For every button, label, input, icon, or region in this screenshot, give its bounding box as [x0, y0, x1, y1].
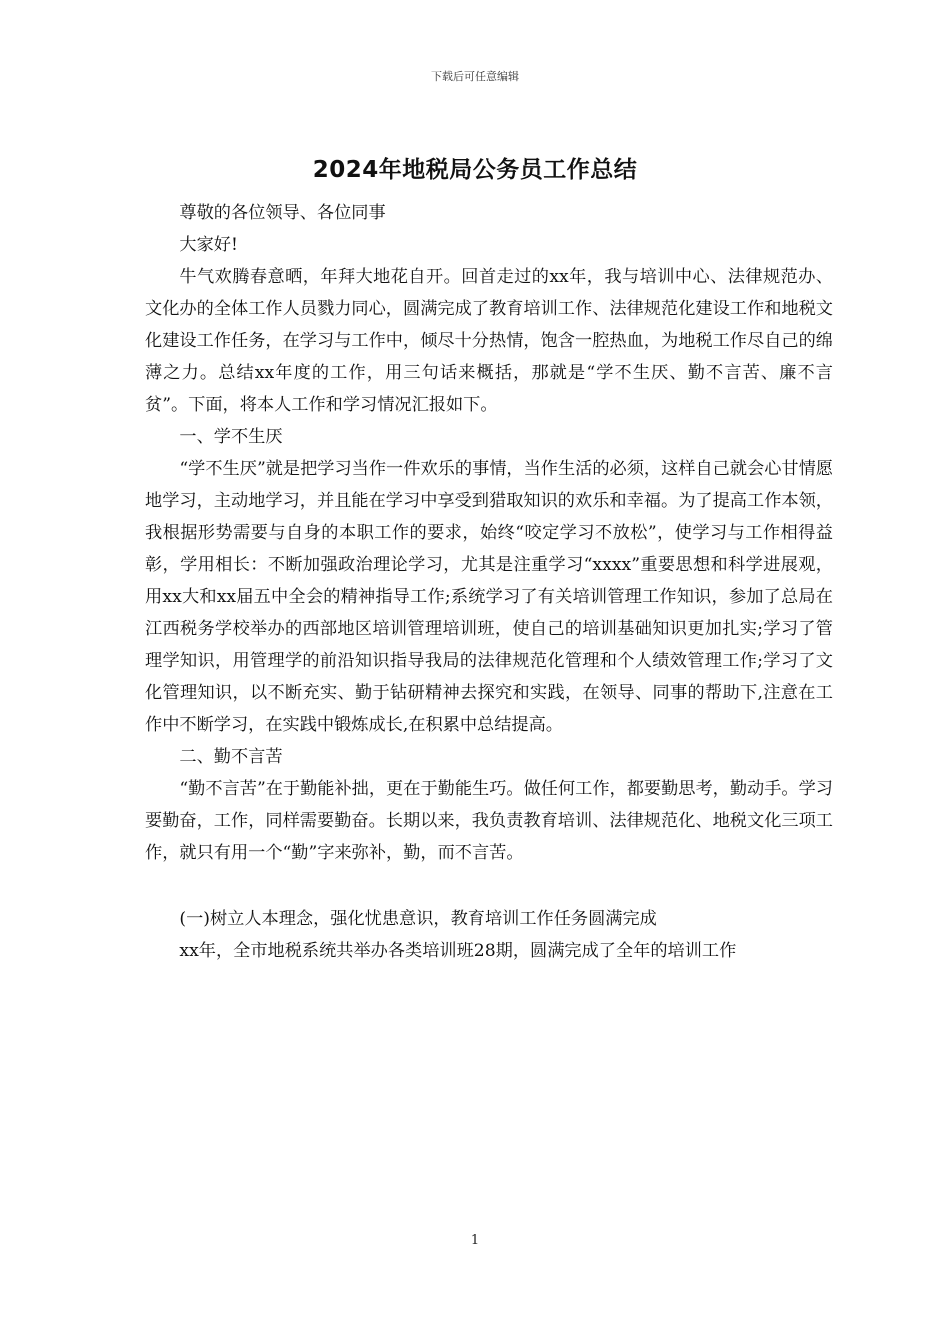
section-1-paragraph: “学不生厌”就是把学习当作一件欢乐的事情，当作生活的必须，这样自己就会心甘情愿地学习，主动地学习，并且能在学习中享受到猎取知识的欢乐和幸福。为了提高工作本领，我根据形势需要与自身的本职工作的要求，始终“咬定学习不放松”，使学习与工作相得益彰，学用相长：不断加强政治理论学习，尤其是注重学习“xxxx”重要思想和科学进展观，用xx大和xx届五中全会的精神指导工作;系统学习了有关培训管理工作知识，参加了总局在江西税务学校举办的西部地区培训管理培训班，使自己的培训基础知识更加扎实;学习了管理学知识，用管理学的前沿知识指导我局的法律规范化管理和个人绩效管理工作;学习了文化管理知识，以不断充实、勤于钻研精神去探究和实践，在领导、同事的帮助下,注意在工作中不断学习，在实践中锻炼成长,在积累中总结提高。 [145, 459, 833, 735]
section-heading-2: 二、勤不言苦 [179, 747, 283, 767]
salutation: 尊敬的各位领导、各位同事 [179, 203, 386, 223]
header-note: 下载后可任意编辑 [431, 70, 519, 83]
document-body [145, 197, 833, 967]
subsection-1-paragraph: xx年，全市地税系统共举办各类培训班28期，圆满完成了全年的培训工作 [179, 941, 737, 961]
section-heading-1: 一、学不生厌 [179, 427, 283, 447]
document-title: 2024年地税局公务员工作总结 [312, 157, 638, 183]
greeting: 大家好! [179, 235, 238, 255]
intro-paragraph: 牛气欢腾春意晒，年拜大地花自开。回首走过的xx年，我与培训中心、法律规范办、文化办的全体工作人员戮力同心，圆满完成了教育培训工作、法律规范化建设工作和地税文化建设工作任务，在学习与工作中，倾尽十分热情，饱含一腔热血，为地税工作尽自己的绵薄之力。总结xx年度的工作，用三句话来概括，那就是“学不生厌、勤不言苦、廉不言贫”。下面，将本人工作和学习情况汇报如下。 [145, 267, 833, 415]
section-2-paragraph: “勤不言苦”在于勤能补拙，更在于勤能生巧。做任何工作，都要勤思考，勤动手。学习要勤奋，工作，同样需要勤奋。长期以来，我负责教育培训、法律规范化、地税文化三项工作，就只有用一个“勤”字来弥补，勤，而不言苦。 [145, 779, 833, 863]
subsection-heading-1: (一)树立人本理念，强化忧患意识，教育培训工作任务圆满完成 [179, 909, 657, 929]
page-number: 1 [470, 1233, 480, 1248]
